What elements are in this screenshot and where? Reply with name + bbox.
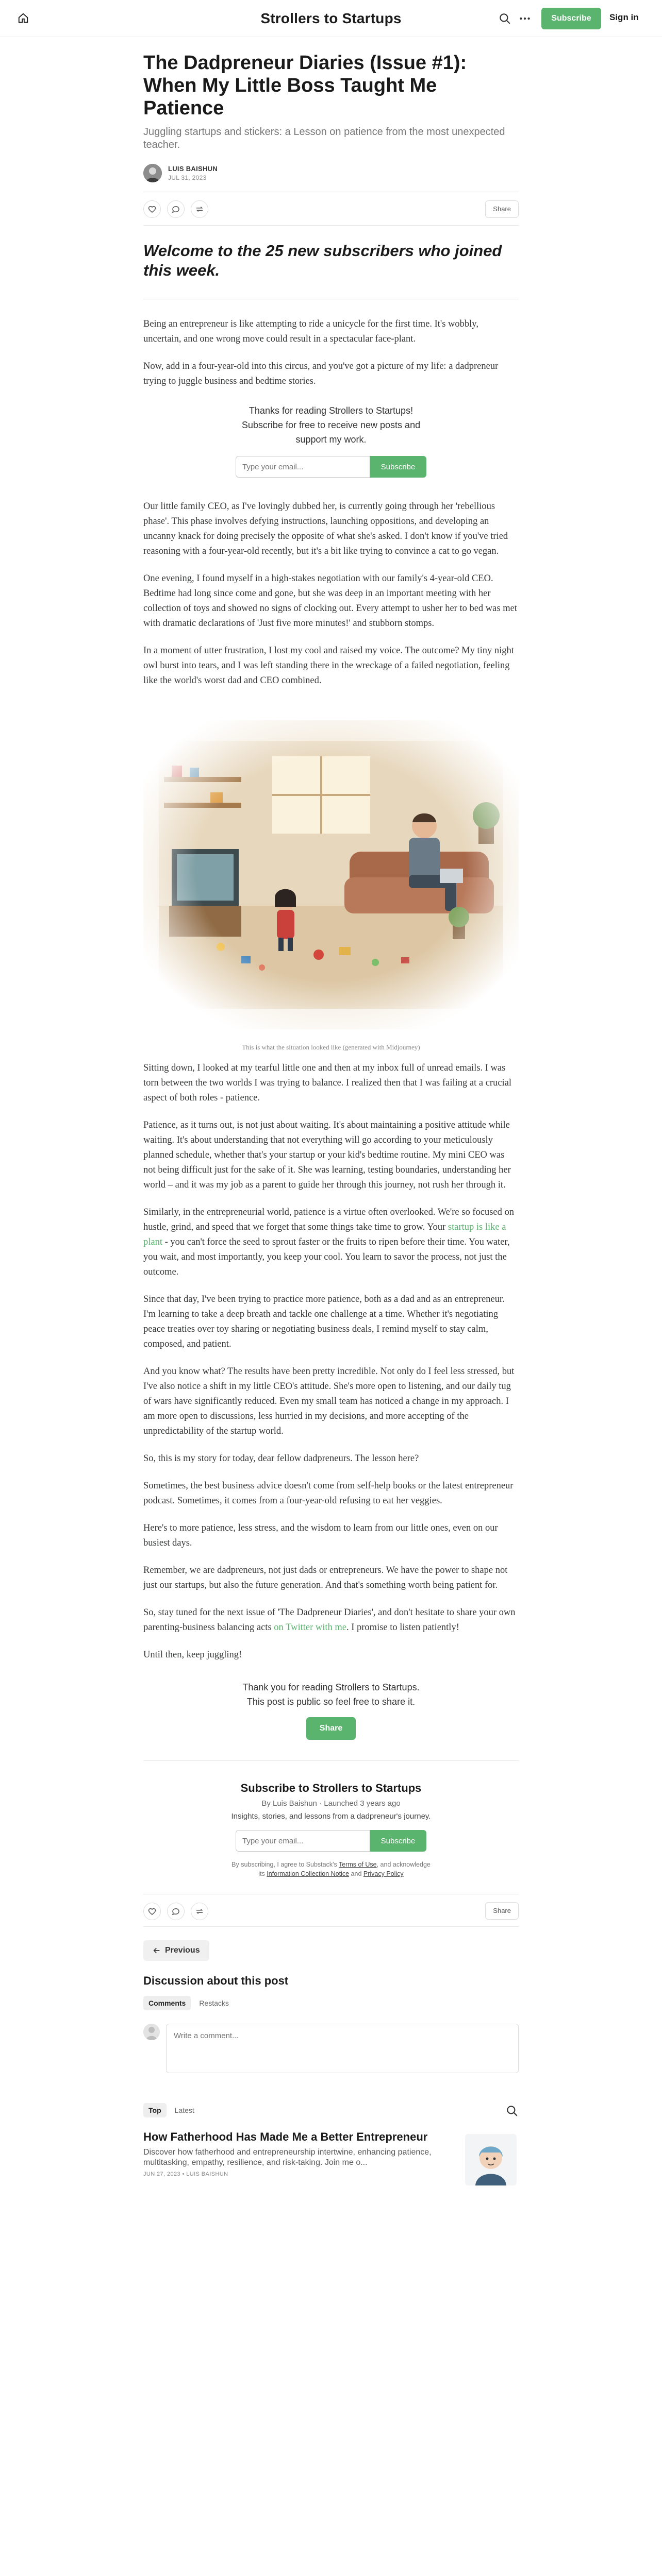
share-cta-button[interactable]: Share [306, 1717, 356, 1740]
author-avatar[interactable] [143, 164, 162, 182]
body-paragraph-with-link [143, 1605, 519, 1635]
welcome-heading: Welcome to the 25 new subscribers who joined this week. [143, 242, 502, 279]
cta-email-form [236, 456, 426, 478]
subscribe-box-meta: By Luis Baishun · Launched 3 years ago [261, 1799, 401, 1808]
comment-button[interactable] [167, 200, 185, 218]
post-card-meta: JUN 27, 2023 • LUIS BAISHUN [143, 2171, 228, 2177]
body-paragraph: Patience, as it turns out, is not just about waiting. It's about maintaining a positive attitude while waiting. It's about understanding that not everything will go according to your meticulously planned schedule, whether that's your startup or your kid's bedtime routine. My mini CEO was not being difficult just for the sake of it. She was learning, testing boundaries, understanding her world – and it was my job as a parent to guide her through this journey, not rush her through it. [143, 1120, 511, 1190]
startup-plant-link[interactable]: startup is like a plant [143, 1222, 506, 1247]
legal-text: and [349, 1870, 363, 1877]
cta-text: Thanks for reading Strollers to Startups! Subscribe for free to receive new posts and support my work. [241, 405, 421, 445]
text-segment: . I promise to listen patiently! [346, 1622, 459, 1633]
more-options-icon[interactable] [518, 12, 532, 25]
subscribe-legal-text [228, 1860, 434, 1878]
comment-composer [143, 2024, 519, 2075]
post-action-bar [143, 192, 519, 226]
body-paragraph: And you know what? The results have been pretty incredible. Not only do I feel less stressed, but I've also notice a shift in my little CEO's attitude. She's more open to listening, and our daily tug of wars have significantly reduced. Even my small team has noticed a change in my approach. I am more open to discussions, less hurried in my decisions, and more accepting of the unpredictability of the startup world. [143, 1366, 515, 1436]
body-paragraph: Sitting down, I looked at my tearful little one and then at my inbox full of unread emails. I was torn between the two worlds I was trying to balance. I realized then that I was failing at a crucial aspect of both roles - patience. [143, 1063, 512, 1103]
legal-text: By subscribing, I agree to Substack's [231, 1861, 339, 1868]
collection-notice-link[interactable]: Information Collection Notice [267, 1870, 350, 1877]
post-card[interactable] [143, 2130, 519, 2197]
search-icon[interactable] [505, 2104, 519, 2117]
author-avatar-image [143, 164, 162, 182]
thumbnail-image [465, 2134, 517, 2185]
body-paragraph: Remember, we are dadpreneurs, not just dads or entrepreneurs. We have the power to shape not just our startups, but also the future generation. And that's something worth being patient for. [143, 1565, 508, 1590]
previous-label: Previous [165, 1946, 200, 1955]
post-action-bar-bottom [143, 1894, 519, 1927]
email-input[interactable] [236, 456, 370, 478]
text-segment: Similarly, in the entrepreneurial world, patience is a virtue often overlooked. We're so focused on hustle, grind, and speed that we forget that some things take time to grow. Your [143, 1207, 514, 1232]
publication-title: Strollers to Startups [260, 10, 402, 26]
restack-button[interactable] [191, 200, 208, 218]
privacy-policy-link[interactable]: Privacy Policy [363, 1870, 404, 1877]
user-avatar-icon [143, 2024, 160, 2040]
terms-of-use-link[interactable]: Terms of Use [338, 1861, 377, 1868]
author-name[interactable]: LUIS BAISHUN [168, 165, 218, 173]
figure-caption: This is what the situation looked like (generated with Midjourney) [242, 1043, 420, 1051]
heart-icon [147, 1907, 157, 1916]
byline [143, 162, 519, 184]
body-paragraph: Our little family CEO, as I've lovingly dubbed her, is currently going through her 'rebellious phase'. This phase involves defying instructions, launching oppositions, and developing an uncanny knack for doing precisely the opposite of what she's asked. I don't know if you've tried reasoning with a four-year-old recently, but it's a bit like trying to convince a cat to go vegan. [143, 501, 508, 556]
subscribe-cta [143, 403, 519, 478]
discussion-tabs [143, 1996, 519, 2010]
closing-paragraph: Until then, keep juggling! [143, 1650, 242, 1660]
arrow-left-icon [153, 1946, 161, 1955]
search-icon[interactable] [498, 12, 511, 25]
body-paragraph: One evening, I found myself in a high-stakes negotiation with our family's 4-year-old CEO. Bedtime had long since come and gone, but she was deep in an important meeting with her collection of toys and showed no signs of clocking out. Every attempt to usher her to bed was met with dramatic declarations of 'Just five more minutes!' and stubborn stomps. [143, 573, 517, 629]
text-segment: - you can't force the seed to sprout faster or the fruits to ripen before their time. You water, you wait, and most importantly, you keep your cool. You learn to savor the process, not just the outcome. [143, 1237, 510, 1277]
share-cta [143, 1680, 519, 1740]
post-subtitle: Juggling startups and stickers: a Lesson on patience from the most unexpected teacher. [143, 126, 505, 150]
top-bar [0, 0, 662, 37]
subscribe-box-description: Insights, stories, and lessons from a dadpreneur's journey. [231, 1812, 431, 1821]
heart-icon [147, 205, 157, 214]
body-paragraph: Sometimes, the best business advice doesn't come from self-help books or the latest entrepreneur podcast. Sometimes, it comes from a four-year-old refusing to eat her veggies. [143, 1481, 514, 1506]
restack-icon [195, 1907, 204, 1916]
post-body-continued [143, 1061, 519, 1740]
subscribe-box-email-input[interactable] [236, 1830, 370, 1852]
feed-tabs [143, 2103, 519, 2117]
subscribe-box-title: Subscribe to Strollers to Startups [240, 1782, 422, 1794]
post-body [143, 317, 519, 688]
tab-restacks[interactable]: Restacks [199, 1999, 229, 2007]
post-figure [143, 720, 519, 1052]
discussion-title: Discussion about this post [143, 1974, 289, 1987]
text-segment: So, stay tuned for the next issue of 'The Dadpreneur Diaries', and don't hesitate to share your own parenting-business balancing acts [143, 1607, 516, 1633]
post-card-thumbnail[interactable] [465, 2134, 517, 2185]
share-cta-text: Thank you for reading Strollers to Startups. This post is public so feel free to share it. [242, 1682, 420, 1707]
post-card-title[interactable]: How Fatherhood Has Made Me a Better Entrepreneur [143, 2130, 428, 2143]
body-paragraph: Here's to more patience, less stress, and the wisdom to learn from our little ones, even on our busiest days. [143, 1523, 498, 1548]
subscribe-box [143, 1760, 519, 1878]
share-button-bottom[interactable]: Share [485, 1902, 519, 1920]
subscribe-box-button[interactable]: Subscribe [370, 1830, 426, 1852]
comment-icon [171, 205, 180, 214]
body-paragraph: In a moment of utter frustration, I lost my cool and raised my voice. The outcome? My tiny night owl burst into tears, and I was left standing there in the wreckage of a failed negotiation, feeling like the world's worst dad and CEO combined. [143, 646, 514, 686]
share-button[interactable]: Share [485, 200, 519, 218]
previous-post-button[interactable] [143, 1940, 209, 1961]
tab-latest[interactable]: Latest [174, 2106, 194, 2114]
body-paragraph-with-link [143, 1205, 519, 1280]
post-date: JUL 31, 2023 [168, 174, 207, 181]
sign-in-link[interactable]: Sign in [609, 12, 639, 22]
like-button-bottom[interactable] [143, 1903, 161, 1920]
article [143, 52, 519, 2197]
tab-comments[interactable]: Comments [143, 1996, 191, 2010]
subscribe-box-form [236, 1830, 426, 1852]
post-feed-header [143, 2103, 519, 2120]
illustration-image[interactable] [143, 720, 519, 1029]
body-paragraph: Since that day, I've been trying to practice more patience, both as a dad and as an entrepreneur. I'm learning to take a deep breath and tackle one challenge at a time. Whether it's negotiating peace treaties over toy sharing or negotiating business deals, I remind myself to stay calm, composed, and patient. [143, 1294, 505, 1349]
restack-button-bottom[interactable] [191, 1903, 208, 1920]
body-paragraph: So, this is my story for today, dear fellow dadpreneurs. The lesson here? [143, 1453, 419, 1464]
user-avatar [143, 2024, 160, 2040]
twitter-link[interactable]: on Twitter with me [274, 1622, 346, 1633]
restack-icon [195, 205, 204, 214]
header-subscribe-button[interactable]: Subscribe [541, 8, 601, 29]
legal-text: , and acknowledge its [258, 1861, 431, 1877]
post-card-description: Discover how fatherhood and entrepreneurship intertwine, enhancing patience, multitasking, empathy, resilience, and risk-taking. Join me o... [143, 2148, 432, 2167]
cta-subscribe-button[interactable]: Subscribe [370, 456, 426, 478]
body-paragraph: Now, add in a four-year-old into this circus, and you've got a picture of my life: a dadpreneur trying to juggle business and bedtime stories. [143, 361, 499, 386]
body-paragraph: Being an entrepreneur is like attempting to ride a unicycle for the first time. It's wobbly, uncertain, and one wrong move could result in a spectacular face-plant. [143, 319, 478, 344]
post-title: The Dadpreneur Diaries (Issue #1): When My Little Boss Taught Me Patience [143, 52, 467, 119]
comment-icon [171, 1907, 180, 1916]
comment-button-bottom[interactable] [167, 1903, 185, 1920]
comment-input[interactable] [166, 2024, 519, 2073]
like-button[interactable] [143, 200, 161, 218]
tab-top[interactable]: Top [143, 2103, 167, 2117]
home-icon[interactable] [18, 12, 29, 24]
